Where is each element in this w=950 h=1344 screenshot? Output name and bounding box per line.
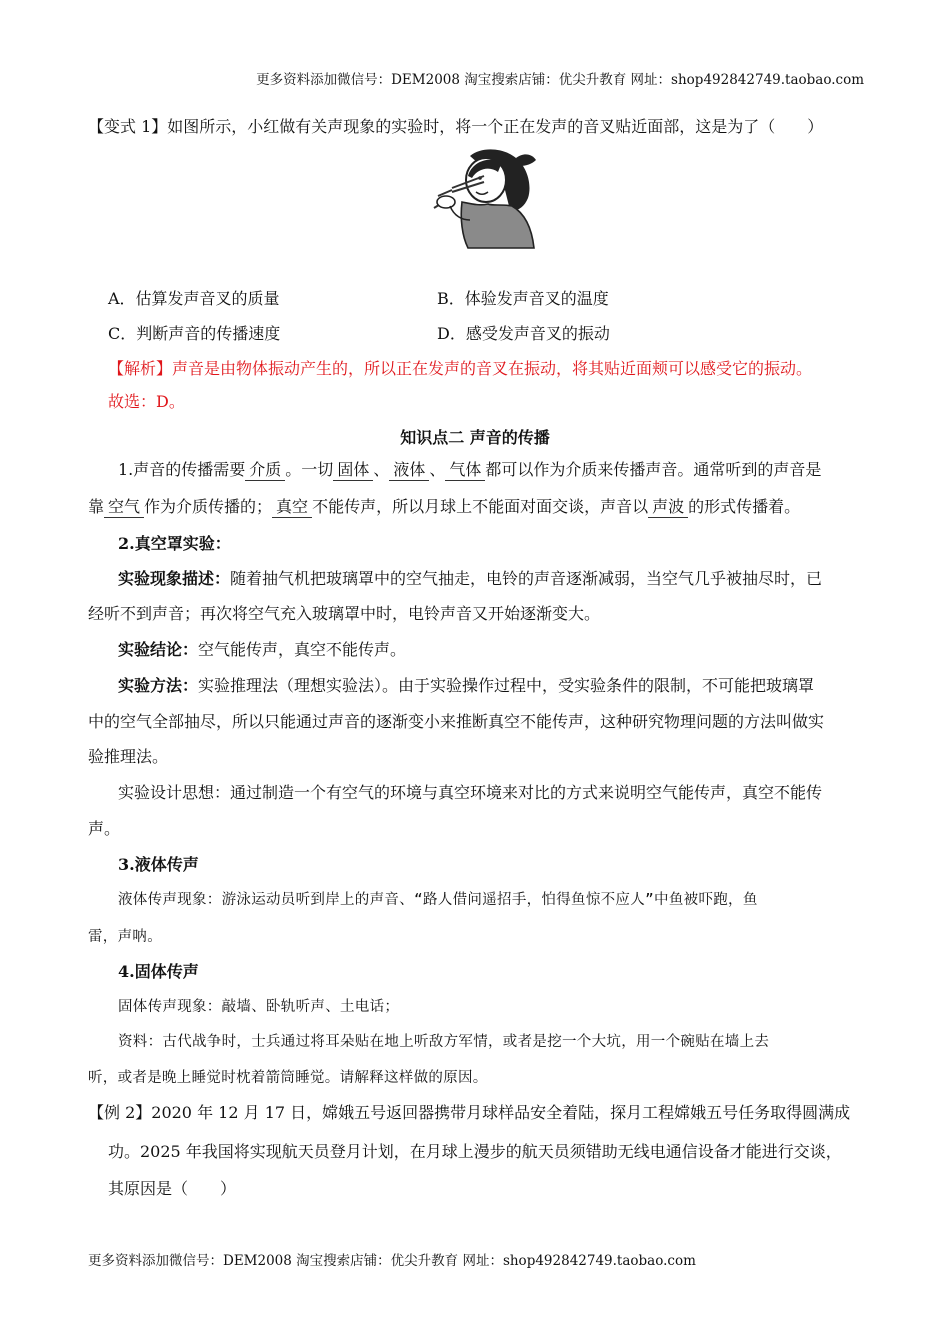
conclusion-text: 空气能传声，真空不能传声。 xyxy=(198,640,407,659)
vacuum-title: 2.真空罩实验： xyxy=(118,534,231,553)
analysis-label: 【解析】 xyxy=(108,359,173,378)
phenomenon-text: 随着抽气机把玻璃罩中的空气抽走，电铃的声音逐渐减弱，当空气几乎被抽尽时，已 xyxy=(230,569,823,588)
text-span: 的形式传播着。 xyxy=(688,497,801,516)
phenomenon-line2: 经听不到声音；再次将空气充入玻璃罩中时，电铃声音又开始逐渐变大。 xyxy=(88,604,601,623)
answer: 故选：D。 xyxy=(108,392,185,411)
blank-sound-wave: 声波 xyxy=(648,497,688,518)
example2-line3: 其原因是（ ） xyxy=(108,1179,237,1198)
hand-shape xyxy=(437,196,455,208)
section-title: 知识点二 声音的传播 xyxy=(400,428,550,447)
material-line2: 听，或者是晚上睡觉时枕着箭筒睡觉。请解释这样做的原因。 xyxy=(88,1070,488,1086)
blank-vacuum: 真空 xyxy=(272,497,312,518)
method-line2: 中的空气全部抽尽，所以只能通过声音的逐渐变小来推断真空不能传声，这种研究物理问题的方法叫做实 xyxy=(88,712,825,731)
method-label: 实验方法： xyxy=(118,676,199,695)
option-d: D．感受发声音叉的振动 xyxy=(437,324,610,343)
blank-medium: 介质 xyxy=(245,460,285,481)
page-header: 更多资料添加微信号：DEM2008 淘宝搜索店铺：优尖升教育 网址：shop492842749.taobao.com xyxy=(256,72,864,88)
analysis xyxy=(108,359,812,379)
option-c: C．判断声音的传播速度 xyxy=(108,324,281,343)
girl-tuning-fork-illustration xyxy=(432,146,538,250)
blank-liquid: 液体 xyxy=(389,460,429,481)
conclusion xyxy=(118,640,406,660)
page-footer: 更多资料添加微信号：DEM2008 淘宝搜索店铺：优尖升教育 网址：shop492842749.taobao.com xyxy=(88,1253,696,1269)
example2-line2: 功。2025 年我国将实现航天员登月计划，在月球上漫步的航天员须错助无线电通信设备才能进行交谈， xyxy=(108,1142,842,1161)
text-span: 都可以作为介质来传播声音。通常听到的声音是 xyxy=(485,460,822,479)
text-span: 靠 xyxy=(88,497,105,516)
variant1-question: 【变式 1】如图所示，小红做有关声现象的实验时，将一个正在发声的音叉贴近面部，这是为了（ ） xyxy=(88,117,824,136)
propagation-para-line1 xyxy=(118,460,821,480)
example2-line1: 【例 2】2020 年 12 月 17 日，嫦娥五号返回器携带月球样品安全着陆，探月工程嫦娥五号任务取得圆满成 xyxy=(88,1103,851,1122)
method-text: 实验推理法（理想实验法）。由于实验操作过程中，受实验条件的限制，不可能把玻璃罩 xyxy=(198,676,815,695)
text-span: 1.声音的传播需要 xyxy=(118,460,246,479)
text-span: 。一切 xyxy=(285,460,334,479)
liquid-line1: 液体传声现象：游泳运动员听到岸上的声音、“路人借问遥招手，怕得鱼惊不应人”中鱼被吓跑，鱼 xyxy=(118,892,758,908)
propagation-para-line2 xyxy=(88,497,800,517)
text-span: 、 xyxy=(373,460,390,479)
solid-line1: 固体传声现象：敲墙、卧轨听声、土电话； xyxy=(118,999,400,1015)
analysis-text: 声音是由物体振动产生的，所以正在发声的音叉在振动，将其贴近面颊可以感受它的振动。 xyxy=(172,359,813,378)
blank-solid: 固体 xyxy=(333,460,373,481)
phenomenon-label: 实验现象描述： xyxy=(118,569,231,588)
design-line1: 实验设计思想：通过制造一个有空气的环境与真空环境来对比的方式来说明空气能传声，真空不能传 xyxy=(118,783,823,802)
solid-title: 4.固体传声 xyxy=(118,962,199,981)
body-shape xyxy=(461,202,534,248)
conclusion-label: 实验结论： xyxy=(118,640,199,659)
blank-air: 空气 xyxy=(104,497,144,518)
text-span: 、 xyxy=(429,460,446,479)
option-a: A．估算发声音叉的质量 xyxy=(108,289,280,308)
blank-gas: 气体 xyxy=(445,460,485,481)
material-line1: 资料：古代战争时，士兵通过将耳朵贴在地上听敌方军情，或者是挖一个大坑，用一个碗贴在墙上去 xyxy=(118,1034,770,1050)
design-line2: 声。 xyxy=(88,819,121,838)
text-span: 作为介质传播的； xyxy=(144,497,273,516)
method-line3: 验推理法。 xyxy=(88,747,169,766)
phenomenon-line1 xyxy=(118,569,822,589)
method-line1 xyxy=(118,676,814,696)
option-b: B．体验发声音叉的温度 xyxy=(437,289,609,308)
text-span: 不能传声，所以月球上不能面对面交谈，声音以 xyxy=(312,497,649,516)
liquid-line2: 雷，声呐。 xyxy=(88,929,162,945)
liquid-title: 3.液体传声 xyxy=(118,855,199,874)
